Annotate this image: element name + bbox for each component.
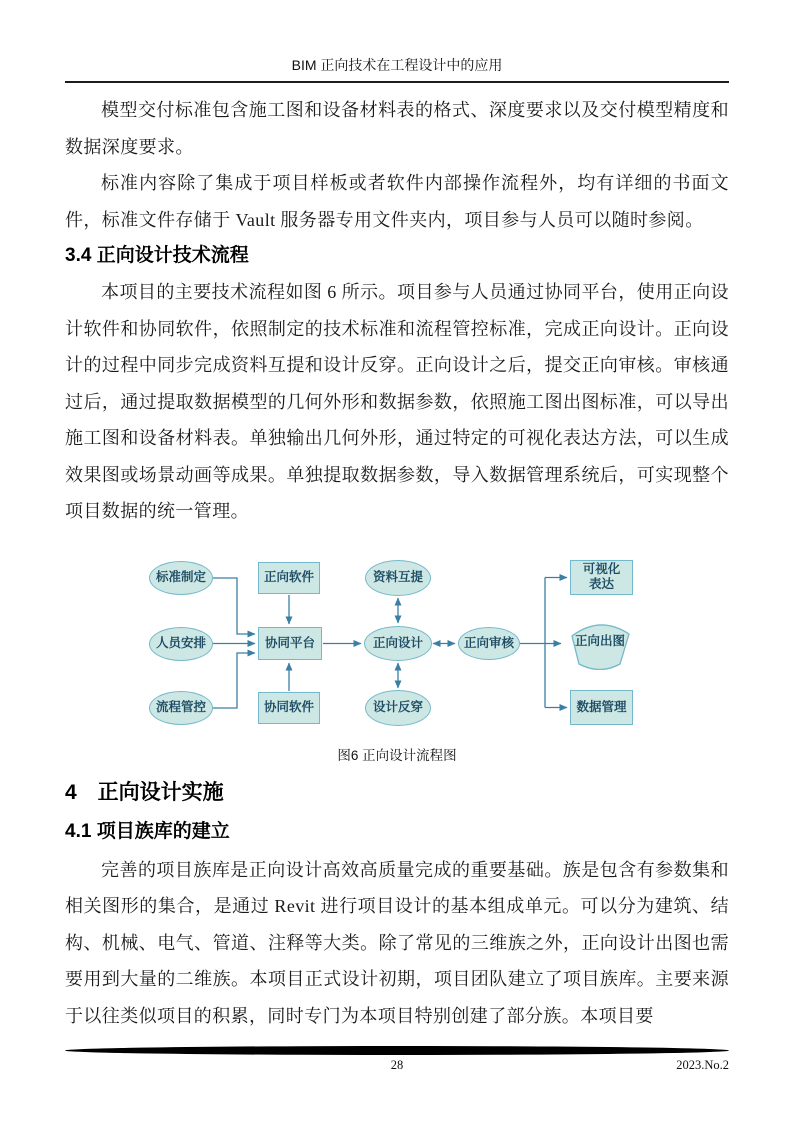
paragraph-standard-content: 标准内容除了集成于项目样板或者软件内部操作流程外，均有详细的书面文件，标准文件存储于 Vault 服务器专用文件夹内，项目参与人员可以随时参阅。 <box>65 173 729 230</box>
page-footer <box>65 1046 729 1074</box>
running-header-title: BIM 正向技术在工程设计中的应用 <box>291 57 503 73</box>
flowchart-node-collaboration-platform: 协同平台 <box>258 627 322 660</box>
footer-text-row <box>65 1058 729 1074</box>
footer-divider-bar <box>65 1046 729 1055</box>
flowchart-node-visualization <box>570 560 633 595</box>
flowchart-node-forward-software: 正向软件 <box>258 562 320 594</box>
flowchart-node-forward-review: 正向审核 <box>458 627 520 660</box>
figure-caption: 图6 正向设计流程图 <box>337 747 457 763</box>
section-heading-3-4: 3.4 正向设计技术流程 <box>65 245 249 266</box>
connector-standard-to-platform <box>213 578 255 634</box>
flowchart-node-data-exchange: 资料互提 <box>365 560 431 596</box>
paragraph-model-delivery: 模型交付标准包含施工图和设备材料表的格式、深度要求以及交付模型精度和数据深度要求。 <box>65 100 729 157</box>
flowchart-node-collaboration-software: 协同软件 <box>258 692 320 724</box>
paragraph-family-library: 完善的项目族库是正向设计高效高质量完成的重要基础。族是包含有参数集和相关图形的集合，是通过 Revit 进行项目设计的基本组成单元。可以分为建筑、结构、机械、电气、管道、注释等大类。除了常见的三维族之外，正向设计出图也需要用到大量的二维族。本项目正式设计初期，项目团队建立了项目族库。主要来源于以往类似项目的积累，同时专门为本项目特别创建了部分族。本项目要 <box>65 859 729 1026</box>
header-divider-line <box>65 81 729 83</box>
connector-process-to-platform <box>213 653 255 708</box>
text-column <box>65 0 729 1034</box>
section-heading-4-1: 4.1 项目族库的建立 <box>65 820 230 842</box>
page-number: 28 <box>390 1058 404 1072</box>
flowchart-node-standard-setting: 标准制定 <box>149 561 213 595</box>
visualization-label-line2: 表达 <box>588 577 614 591</box>
section-heading-4: 4 正向设计实施 <box>65 780 224 804</box>
flowchart-node-data-management: 数据管理 <box>570 690 633 725</box>
flowchart-node-process-control: 流程管控 <box>149 691 213 725</box>
flowchart-node-personnel-arrangement: 人员安排 <box>149 627 213 661</box>
flowchart-node-design-feedback: 设计反穿 <box>365 690 431 726</box>
paragraph-technical-process: 本项目的主要技术流程如图 6 所示。项目参与人员通过协同平台，使用正向设计软件和协同软件，依照制定的技术标准和流程管控标准，完成正向设计。正向设计的过程中同步完成资料互提和设计反穿。正向设计之后，提交正向审核。审核通过后，通过提取数据模型的几何外形和数据参数，依照施工图出图标准，可以导出施工图和设备材料表。单独输出几何外形，通过特定的可视化表达方法，可以生成效果图或场景动画等成果。单独提取数据参数，导入数据管理系统后，可实现整个项目数据的统一管理。 <box>65 282 729 521</box>
flowchart-node-forward-drawing <box>562 618 638 670</box>
figure-6-flowchart <box>65 552 729 732</box>
forward-drawing-label: 正向出图 <box>574 634 625 648</box>
visualization-label-line1: 可视化 <box>582 562 621 576</box>
issue-number: 2023.No.2 <box>676 1058 729 1072</box>
flowchart-node-forward-design: 正向设计 <box>364 626 432 661</box>
